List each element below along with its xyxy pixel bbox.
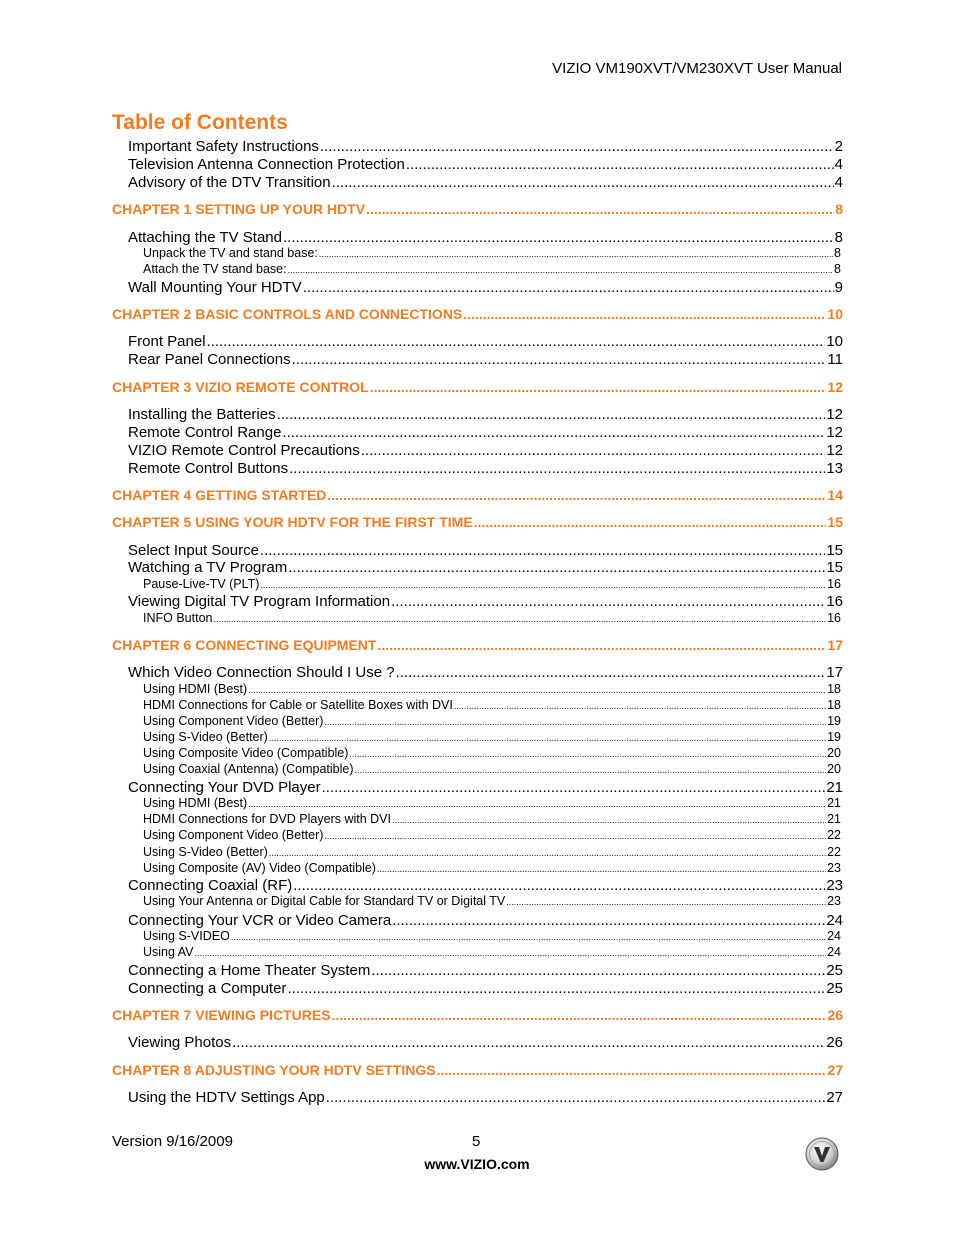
toc-dot-leader bbox=[283, 229, 834, 246]
toc-section-entry[interactable] bbox=[128, 980, 843, 997]
toc-dot-leader bbox=[396, 664, 826, 681]
toc-entry-label: CHAPTER 1 SETTING UP YOUR HDTV bbox=[112, 201, 366, 217]
toc-dot-leader bbox=[370, 379, 827, 395]
toc-entry-page: 25 bbox=[826, 962, 843, 979]
toc-entry-label: Pause-Live-TV (PLT) bbox=[143, 577, 260, 591]
toc-entry-label: Viewing Photos bbox=[128, 1034, 232, 1051]
toc-entry-label: Using AV bbox=[143, 945, 194, 959]
toc-subsection-entry[interactable] bbox=[143, 828, 841, 842]
toc-chapter-entry[interactable] bbox=[112, 201, 843, 217]
toc-section-entry[interactable] bbox=[128, 593, 843, 610]
toc-entry-page: 12 bbox=[827, 379, 843, 395]
toc-entry-page: 27 bbox=[827, 1062, 843, 1078]
toc-chapter-entry[interactable] bbox=[112, 306, 843, 322]
toc-dot-leader bbox=[287, 980, 825, 997]
toc-entry-page: 27 bbox=[826, 1089, 843, 1106]
toc-entry-label: Using S-Video (Better) bbox=[143, 845, 268, 859]
toc-dot-leader bbox=[391, 593, 825, 610]
toc-entry-page: 15 bbox=[826, 559, 843, 576]
toc-chapter-entry[interactable] bbox=[112, 487, 843, 503]
toc-section-entry[interactable] bbox=[128, 229, 843, 246]
toc-entry-label: Remote Control Range bbox=[128, 424, 282, 441]
toc-entry-page: 12 bbox=[826, 424, 843, 441]
toc-entry-label: Using HDMI (Best) bbox=[143, 796, 248, 810]
toc-dot-leader bbox=[269, 733, 826, 743]
toc-entry-page: 24 bbox=[826, 912, 843, 929]
footer-version: Version 9/16/2009 bbox=[112, 1133, 233, 1150]
toc-entry-label: Connecting a Computer bbox=[128, 980, 287, 997]
toc-entry-page: 12 bbox=[826, 442, 843, 459]
toc-entry-page: 19 bbox=[827, 714, 841, 728]
toc-entry-label: Rear Panel Connections bbox=[128, 351, 291, 368]
toc-dot-leader bbox=[288, 265, 833, 275]
toc-section-entry[interactable] bbox=[128, 542, 843, 559]
toc-dot-leader bbox=[377, 864, 826, 874]
toc-entry-label: Using Coaxial (Antenna) (Compatible) bbox=[143, 762, 354, 776]
toc-entry-page: 20 bbox=[827, 762, 841, 776]
toc-section-entry[interactable] bbox=[128, 1089, 843, 1106]
toc-dot-leader bbox=[289, 460, 825, 477]
toc-entry-page: 23 bbox=[827, 894, 841, 908]
toc-dot-leader bbox=[506, 897, 826, 907]
toc-dot-leader bbox=[355, 765, 827, 775]
toc-section-entry[interactable] bbox=[128, 174, 843, 191]
toc-entry-page: 17 bbox=[827, 637, 843, 653]
toc-entry-label: Which Video Connection Should I Use ? bbox=[128, 664, 395, 681]
toc-subsection-entry[interactable] bbox=[143, 796, 841, 810]
toc-entry-label: Watching a TV Program bbox=[128, 559, 288, 576]
toc-section-entry[interactable] bbox=[128, 156, 843, 173]
toc-dot-leader bbox=[282, 424, 825, 441]
toc-dot-leader bbox=[231, 932, 826, 942]
toc-dot-leader bbox=[232, 1034, 825, 1051]
toc-dot-leader bbox=[406, 156, 834, 173]
toc-dot-leader bbox=[322, 779, 826, 796]
toc-entry-label: Installing the Batteries bbox=[128, 406, 276, 423]
toc-dot-leader bbox=[277, 406, 826, 423]
toc-dot-leader bbox=[332, 174, 834, 191]
toc-entry-label: Advisory of the DTV Transition bbox=[128, 174, 331, 191]
toc-entry-page: 22 bbox=[827, 828, 841, 842]
toc-entry-label: CHAPTER 8 ADJUSTING YOUR HDTV SETTINGS bbox=[112, 1062, 436, 1078]
toc-section-entry[interactable] bbox=[128, 138, 843, 155]
toc-chapter-entry[interactable] bbox=[112, 514, 843, 530]
toc-entry-page: 14 bbox=[827, 487, 843, 503]
toc-entry-label: Connecting a Home Theater System bbox=[128, 962, 371, 979]
toc-subsection-entry[interactable] bbox=[143, 577, 841, 591]
toc-chapter-entry[interactable] bbox=[112, 1007, 843, 1023]
toc-dot-leader bbox=[260, 542, 825, 559]
toc-entry-page: 10 bbox=[827, 306, 843, 322]
vizio-v-logo-icon bbox=[805, 1137, 839, 1171]
toc-subsection-entry[interactable] bbox=[143, 861, 841, 875]
toc-entry-page: 4 bbox=[834, 174, 843, 191]
footer-page-number: 5 bbox=[472, 1133, 481, 1150]
toc-entry-page: 16 bbox=[827, 611, 841, 625]
toc-entry-label: Select Input Source bbox=[128, 542, 259, 559]
toc-entry-label: HDMI Connections for Cable or Satellite Boxes with DVI bbox=[143, 698, 453, 712]
toc-subsection-entry[interactable] bbox=[143, 262, 841, 276]
toc-entry-page: 18 bbox=[827, 682, 841, 696]
toc-entry-page: 24 bbox=[827, 945, 841, 959]
toc-entry-page: 8 bbox=[835, 201, 843, 217]
toc-chapter-entry[interactable] bbox=[112, 379, 843, 395]
toc-entry-page: 23 bbox=[826, 877, 843, 894]
toc-entry-label: Using the HDTV Settings App bbox=[128, 1089, 325, 1106]
toc-entry-label: CHAPTER 7 VIEWING PICTURES bbox=[112, 1007, 331, 1023]
toc-entry-page: 18 bbox=[827, 698, 841, 712]
toc-dot-leader bbox=[303, 279, 834, 296]
footer-url[interactable]: www.VIZIO.com bbox=[424, 1156, 530, 1172]
toc-dot-leader bbox=[474, 514, 827, 530]
toc-section-entry[interactable] bbox=[128, 1034, 843, 1051]
toc-dot-leader bbox=[392, 815, 826, 825]
toc-dot-leader bbox=[207, 333, 826, 350]
toc-chapter-entry[interactable] bbox=[112, 1062, 843, 1078]
toc-entry-label: Using Composite Video (Compatible) bbox=[143, 746, 349, 760]
toc-section-entry[interactable] bbox=[128, 442, 843, 459]
toc-entry-label: Wall Mounting Your HDTV bbox=[128, 279, 302, 296]
toc-entry-page: 13 bbox=[826, 460, 843, 477]
toc-subsection-entry[interactable] bbox=[143, 682, 841, 696]
toc-entry-page: 25 bbox=[826, 980, 843, 997]
toc-entry-page: 10 bbox=[826, 333, 843, 350]
toc-entry-label: Using S-Video (Better) bbox=[143, 730, 268, 744]
toc-entry-page: 23 bbox=[827, 861, 841, 875]
toc-subsection-entry[interactable] bbox=[143, 698, 841, 712]
toc-entry-page: 16 bbox=[827, 577, 841, 591]
toc-entry-label: Connecting Your DVD Player bbox=[128, 779, 321, 796]
toc-dot-leader bbox=[248, 685, 826, 695]
toc-dot-leader bbox=[361, 442, 826, 459]
toc-dot-leader bbox=[213, 614, 826, 624]
toc-dot-leader bbox=[392, 912, 825, 929]
toc-entry-label: HDMI Connections for DVD Players with DVI bbox=[143, 812, 391, 826]
toc-entry-page: 8 bbox=[834, 262, 841, 276]
toc-entry-page: 26 bbox=[826, 1034, 843, 1051]
toc-subsection-entry[interactable] bbox=[143, 730, 841, 744]
toc-subsection-entry[interactable] bbox=[143, 812, 841, 826]
toc-entry-label: CHAPTER 5 USING YOUR HDTV FOR THE FIRST TIME bbox=[112, 514, 473, 530]
toc-entry-label: INFO Button bbox=[143, 611, 213, 625]
toc-entry-label: CHAPTER 6 CONNECTING EQUIPMENT bbox=[112, 637, 377, 653]
toc-subsection-entry[interactable] bbox=[143, 746, 841, 760]
toc-entry-label: Connecting Coaxial (RF) bbox=[128, 877, 293, 894]
toc-dot-leader bbox=[324, 831, 826, 841]
toc-entry-label: Attach the TV stand base: bbox=[143, 262, 287, 276]
document-header: VIZIO VM190XVT/VM230XVT User Manual bbox=[552, 60, 842, 77]
toc-section-entry[interactable] bbox=[128, 460, 843, 477]
toc-section-entry[interactable] bbox=[128, 877, 843, 894]
toc-entry-label: Front Panel bbox=[128, 333, 206, 350]
toc-entry-page: 9 bbox=[834, 279, 843, 296]
toc-dot-leader bbox=[324, 717, 826, 727]
toc-dot-leader bbox=[437, 1062, 827, 1078]
toc-subsection-entry[interactable] bbox=[143, 945, 841, 959]
toc-entry-label: Using Component Video (Better) bbox=[143, 828, 324, 842]
toc-entry-page: 19 bbox=[827, 730, 841, 744]
toc-entry-label: Important Safety Instructions bbox=[128, 138, 319, 155]
toc-section-entry[interactable] bbox=[128, 664, 843, 681]
toc-dot-leader bbox=[288, 559, 825, 576]
toc-entry-label: Television Antenna Connection Protection bbox=[128, 156, 405, 173]
toc-entry-page: 21 bbox=[827, 796, 841, 810]
toc-dot-leader bbox=[260, 580, 826, 590]
toc-dot-leader bbox=[326, 1089, 826, 1106]
toc-entry-page: 11 bbox=[827, 351, 843, 368]
toc-entry-label: Using S-VIDEO bbox=[143, 929, 230, 943]
toc-entry-page: 16 bbox=[826, 593, 843, 610]
toc-entry-label: Using Component Video (Better) bbox=[143, 714, 324, 728]
toc-entry-page: 2 bbox=[834, 138, 843, 155]
toc-section-entry[interactable] bbox=[128, 424, 843, 441]
toc-entry-page: 20 bbox=[827, 746, 841, 760]
toc-dot-leader bbox=[195, 948, 827, 958]
toc-chapter-entry[interactable] bbox=[112, 637, 843, 653]
toc-section-entry[interactable] bbox=[128, 559, 843, 576]
toc-entry-label: Attaching the TV Stand bbox=[128, 229, 282, 246]
toc-subsection-entry[interactable] bbox=[143, 611, 841, 625]
toc-dot-leader bbox=[248, 799, 826, 809]
toc-dot-leader bbox=[454, 701, 826, 711]
toc-section-entry[interactable] bbox=[128, 406, 843, 423]
toc-entry-label: Connecting Your VCR or Video Camera bbox=[128, 912, 392, 929]
toc-entry-page: 15 bbox=[827, 514, 843, 530]
toc-subsection-entry[interactable] bbox=[143, 714, 841, 728]
toc-dot-leader bbox=[371, 962, 825, 979]
toc-entry-label: VIZIO Remote Control Precautions bbox=[128, 442, 360, 459]
toc-section-entry[interactable] bbox=[128, 351, 843, 368]
toc-entry-label: CHAPTER 4 GETTING STARTED bbox=[112, 487, 327, 503]
toc-entry-page: 21 bbox=[826, 779, 843, 796]
toc-dot-leader bbox=[319, 249, 833, 259]
toc-entry-page: 8 bbox=[834, 229, 843, 246]
toc-subsection-entry[interactable] bbox=[143, 762, 841, 776]
toc-entry-label: CHAPTER 2 BASIC CONTROLS AND CONNECTIONS bbox=[112, 306, 463, 322]
toc-entry-label: Remote Control Buttons bbox=[128, 460, 289, 477]
toc-entry-label: CHAPTER 3 VIZIO REMOTE CONTROL bbox=[112, 379, 369, 395]
toc-entry-page: 17 bbox=[826, 664, 843, 681]
toc-section-entry[interactable] bbox=[128, 333, 843, 350]
toc-title: Table of Contents bbox=[112, 111, 288, 134]
toc-entry-page: 26 bbox=[827, 1007, 843, 1023]
toc-dot-leader bbox=[463, 306, 826, 322]
toc-dot-leader bbox=[327, 487, 826, 503]
toc-dot-leader bbox=[332, 1007, 827, 1023]
toc-subsection-entry[interactable] bbox=[143, 894, 841, 908]
toc-dot-leader bbox=[269, 848, 826, 858]
toc-entry-page: 12 bbox=[826, 406, 843, 423]
toc-section-entry[interactable] bbox=[128, 779, 843, 796]
toc-section-entry[interactable] bbox=[128, 962, 843, 979]
toc-dot-leader bbox=[366, 201, 834, 217]
toc-dot-leader bbox=[349, 749, 826, 759]
toc-entry-label: Using Composite (AV) Video (Compatible) bbox=[143, 861, 376, 875]
toc-dot-leader bbox=[292, 351, 827, 368]
toc-subsection-entry[interactable] bbox=[143, 845, 841, 859]
toc-entry-label: Using Your Antenna or Digital Cable for Standard TV or Digital TV bbox=[143, 894, 506, 908]
toc-entry-page: 4 bbox=[834, 156, 843, 173]
toc-entry-page: 22 bbox=[827, 845, 841, 859]
toc-section-entry[interactable] bbox=[128, 912, 843, 929]
toc-entry-label: Viewing Digital TV Program Information bbox=[128, 593, 391, 610]
toc-subsection-entry[interactable] bbox=[143, 246, 841, 260]
toc-section-entry[interactable] bbox=[128, 279, 843, 296]
toc-dot-leader bbox=[293, 877, 825, 894]
toc-entry-page: 15 bbox=[826, 542, 843, 559]
toc-subsection-entry[interactable] bbox=[143, 929, 841, 943]
toc-entry-page: 21 bbox=[827, 812, 841, 826]
toc-entry-label: Unpack the TV and stand base: bbox=[143, 246, 318, 260]
toc-dot-leader bbox=[377, 637, 826, 653]
toc-entry-page: 8 bbox=[834, 246, 841, 260]
toc-entry-page: 24 bbox=[827, 929, 841, 943]
toc-entry-label: Using HDMI (Best) bbox=[143, 682, 248, 696]
toc-dot-leader bbox=[320, 138, 834, 155]
